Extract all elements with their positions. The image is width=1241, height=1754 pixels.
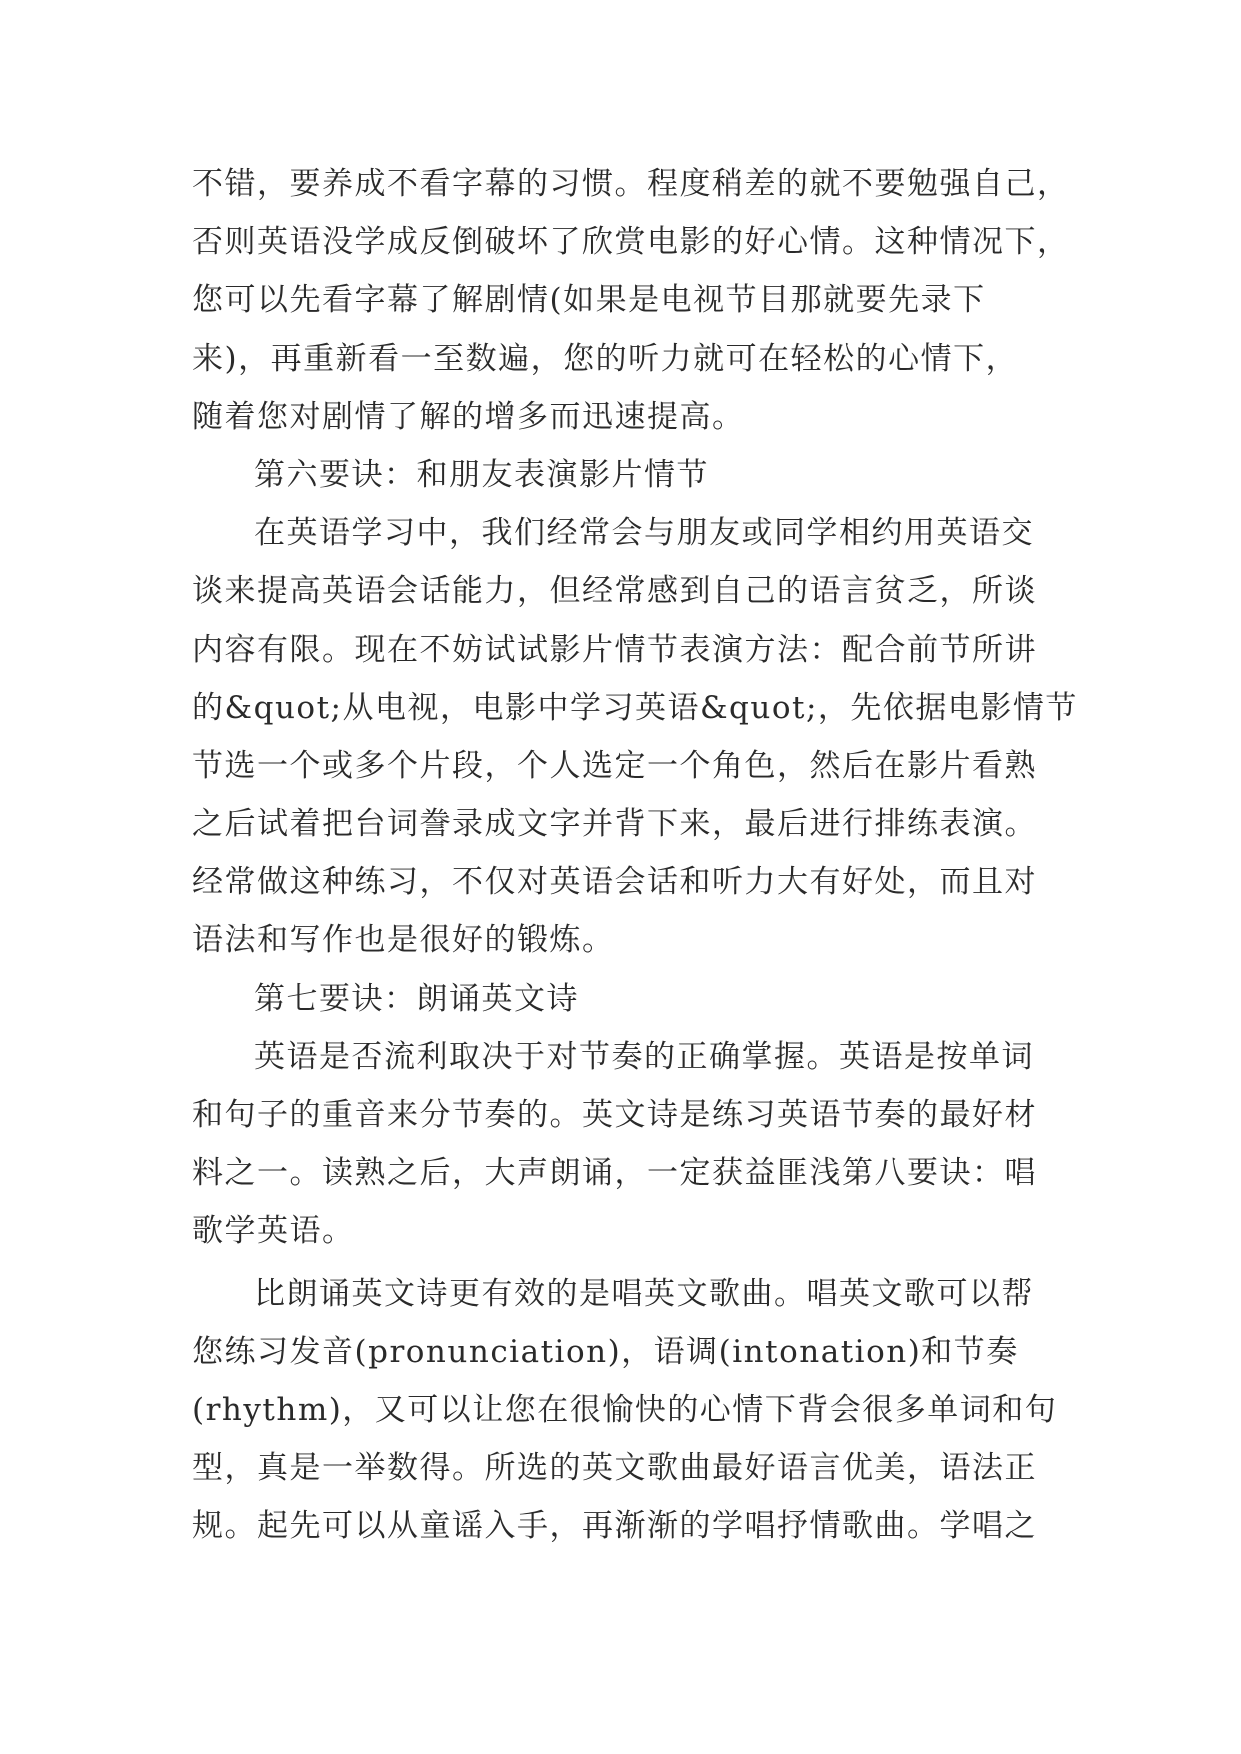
text-line: 否则英语没学成反倒破坏了欣赏电影的好心情。这种情况下， bbox=[192, 224, 1070, 261]
text-line: 比朗诵英文诗更有效的是唱英文歌曲。唱英文歌可以帮 bbox=[254, 1275, 1034, 1312]
text-line: 歌学英语。 bbox=[192, 1213, 355, 1250]
text-line: 和句子的重音来分节奏的。英文诗是练习英语节奏的最好材 bbox=[192, 1097, 1037, 1133]
text-line: 来)，再重新看一至数遍，您的听力就可在轻松的心情下， bbox=[192, 340, 1019, 377]
text-line: 在英语学习中，我们经常会与朋友或同学相约用英语交 bbox=[254, 515, 1034, 552]
text-line: 经常做这种练习，不仅对英语会话和听力大有好处，而且对 bbox=[192, 864, 1037, 901]
body-text bbox=[192, 155, 1078, 1556]
text-line: 料之一。读熟之后，大声朗诵，一定获益匪浅第八要诀：唱 bbox=[192, 1155, 1037, 1192]
text-line: 不错，要养成不看字幕的习惯。程度稍差的就不要勉强自己， bbox=[192, 166, 1070, 202]
text-line: 您可以先看字幕了解剧情(如果是电视节目那就要先录下 bbox=[192, 282, 986, 319]
text-line: (rhythm)，又可以让您在很愉快的心情下背会很多单词和句 bbox=[192, 1391, 1058, 1428]
text-line: 英语是否流利取决于对节奏的正确掌握。英语是按单词 bbox=[254, 1038, 1034, 1075]
text-line: 随着您对剧情了解的增多而迅速提高。 bbox=[192, 398, 745, 435]
text-line: 的&quot;从电视，电影中学习英语&quot;，先依据电影情节 bbox=[192, 689, 1078, 726]
text-line: 内容有限。现在不妨试试影片情节表演方法：配合前节所讲 bbox=[192, 631, 1037, 668]
text-line: 之后试着把台词誊录成文字并背下来，最后进行排练表演。 bbox=[192, 806, 1037, 843]
text-line: 您练习发音(pronunciation)，语调(intonation)和节奏 bbox=[192, 1333, 1019, 1370]
section-heading: 第六要诀：和朋友表演影片情节 bbox=[254, 456, 709, 493]
text-line: 语法和写作也是很好的锻炼。 bbox=[192, 922, 615, 959]
text-line: 谈来提高英语会话能力，但经常感到自己的语言贫乏，所谈 bbox=[192, 573, 1037, 610]
section-heading: 第七要诀：朗诵英文诗 bbox=[254, 980, 579, 1017]
text-line: 型，真是一举数得。所选的英文歌曲最好语言优美，语法正 bbox=[192, 1450, 1037, 1487]
text-line: 规。起先可以从童谣入手，再渐渐的学唱抒情歌曲。学唱之 bbox=[192, 1508, 1037, 1545]
text-line: 节选一个或多个片段，个人选定一个角色，然后在影片看熟 bbox=[192, 747, 1037, 784]
